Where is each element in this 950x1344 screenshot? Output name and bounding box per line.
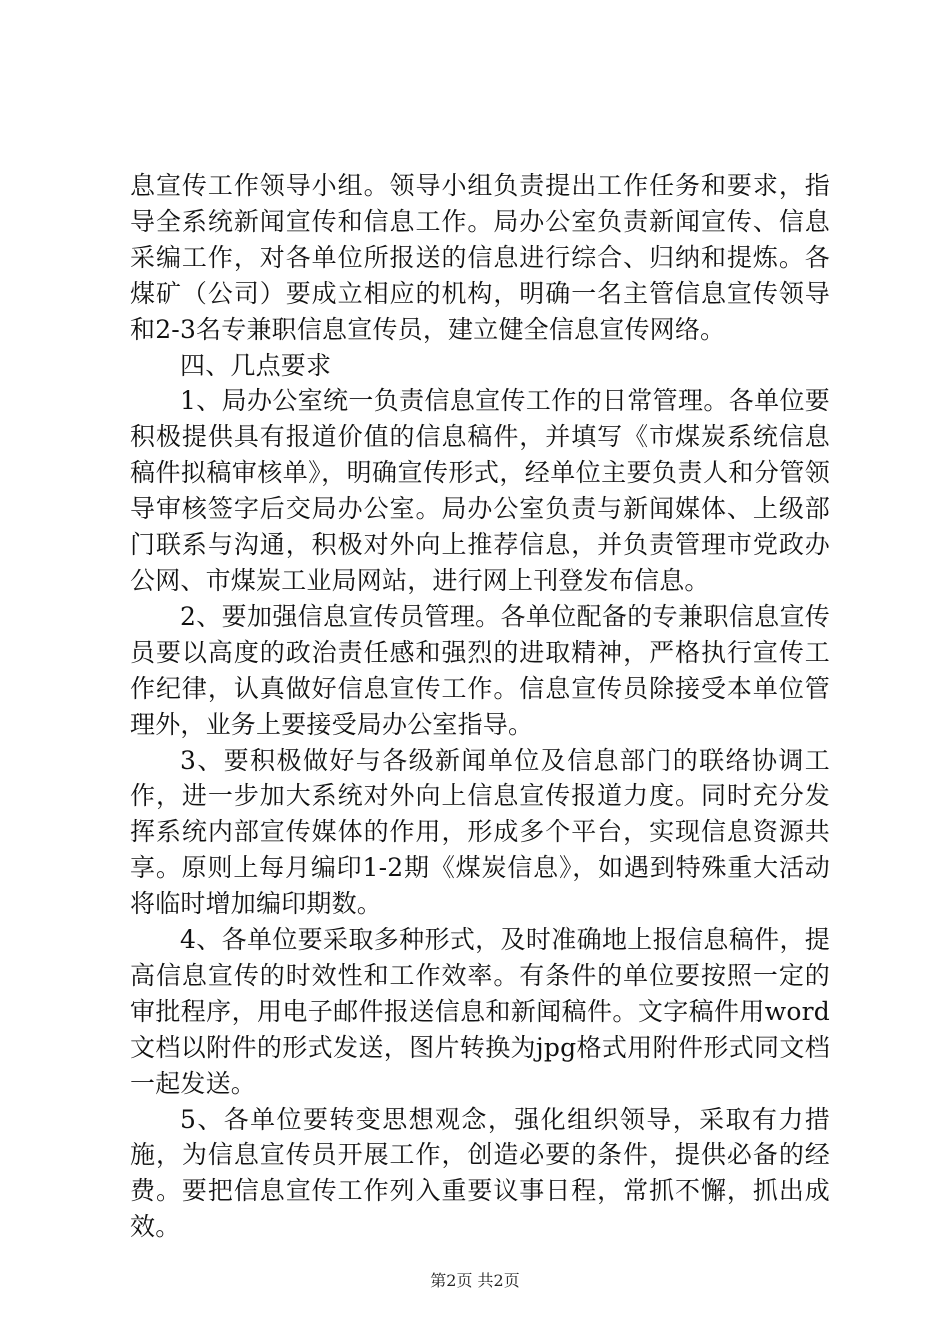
page-footer: 第2页 共2页 <box>430 1271 520 1290</box>
paragraph-requirement-4: 4、各单位要采取多种形式，及时准确地上报信息稿件，提高信息宣传的时效性和工作效率。有条件的单位要按照一定的审批程序，用电子邮件报送信息和新闻稿件。文字稿件用word文档以附件的形式发送，图片转换为jpg格式用附件形式同文档一起发送。 <box>130 925 830 1098</box>
paragraph-1: 息宣传工作领导小组。领导小组负责提出工作任务和要求，指导全系统新闻宣传和信息工作。局办公室负责新闻宣传、信息采编工作，对各单位所报送的信息进行综合、归纳和提炼。各煤矿（公司）要成立相应的机构，明确一名主管信息宣传领导和2-3名专兼职信息宣传员，建立健全信息宣传网络。 <box>130 171 830 344</box>
paragraph-requirement-2: 2、要加强信息宣传员管理。各单位配备的专兼职信息宣传员要以高度的政治责任感和强烈的进取精神，严格执行宣传工作纪律，认真做好信息宣传工作。信息宣传员除接受本单位管理外，业务上要接受局办公室指导。 <box>130 601 830 739</box>
paragraph-requirement-5: 5、各单位要转变思想观念，强化组织领导，采取有力措施，为信息宣传员开展工作，创造必要的条件，提供必备的经费。要把信息宣传工作列入重要议事日程，常抓不懈，抓出成效。 <box>130 1104 830 1242</box>
section-heading-requirements: 四、几点要求 <box>180 350 332 380</box>
document-body <box>130 168 830 1245</box>
paragraph-requirement-3: 3、要积极做好与各级新闻单位及信息部门的联络协调工作，进一步加大系统对外向上信息宣传报道力度。同时充分发挥系统内部宣传媒体的作用，形成多个平台，实现信息资源共享。原则上每月编印1-2期《煤炭信息》，如遇到特殊重大活动将临时增加编印期数。 <box>130 745 830 919</box>
paragraph-requirement-1: 1、局办公室统一负责信息宣传工作的日常管理。各单位要积极提供具有报道价值的信息稿件，并填写《市煤炭系统信息稿件拟稿审核单》，明确宣传形式，经单位主要负责人和分管领导审核签字后交局办公室。局办公室负责与新闻媒体、上级部门联系与沟通，积极对外向上推荐信息，并负责管理市党政办公网、市煤炭工业局网站，进行网上刊登发布信息。 <box>130 386 830 595</box>
